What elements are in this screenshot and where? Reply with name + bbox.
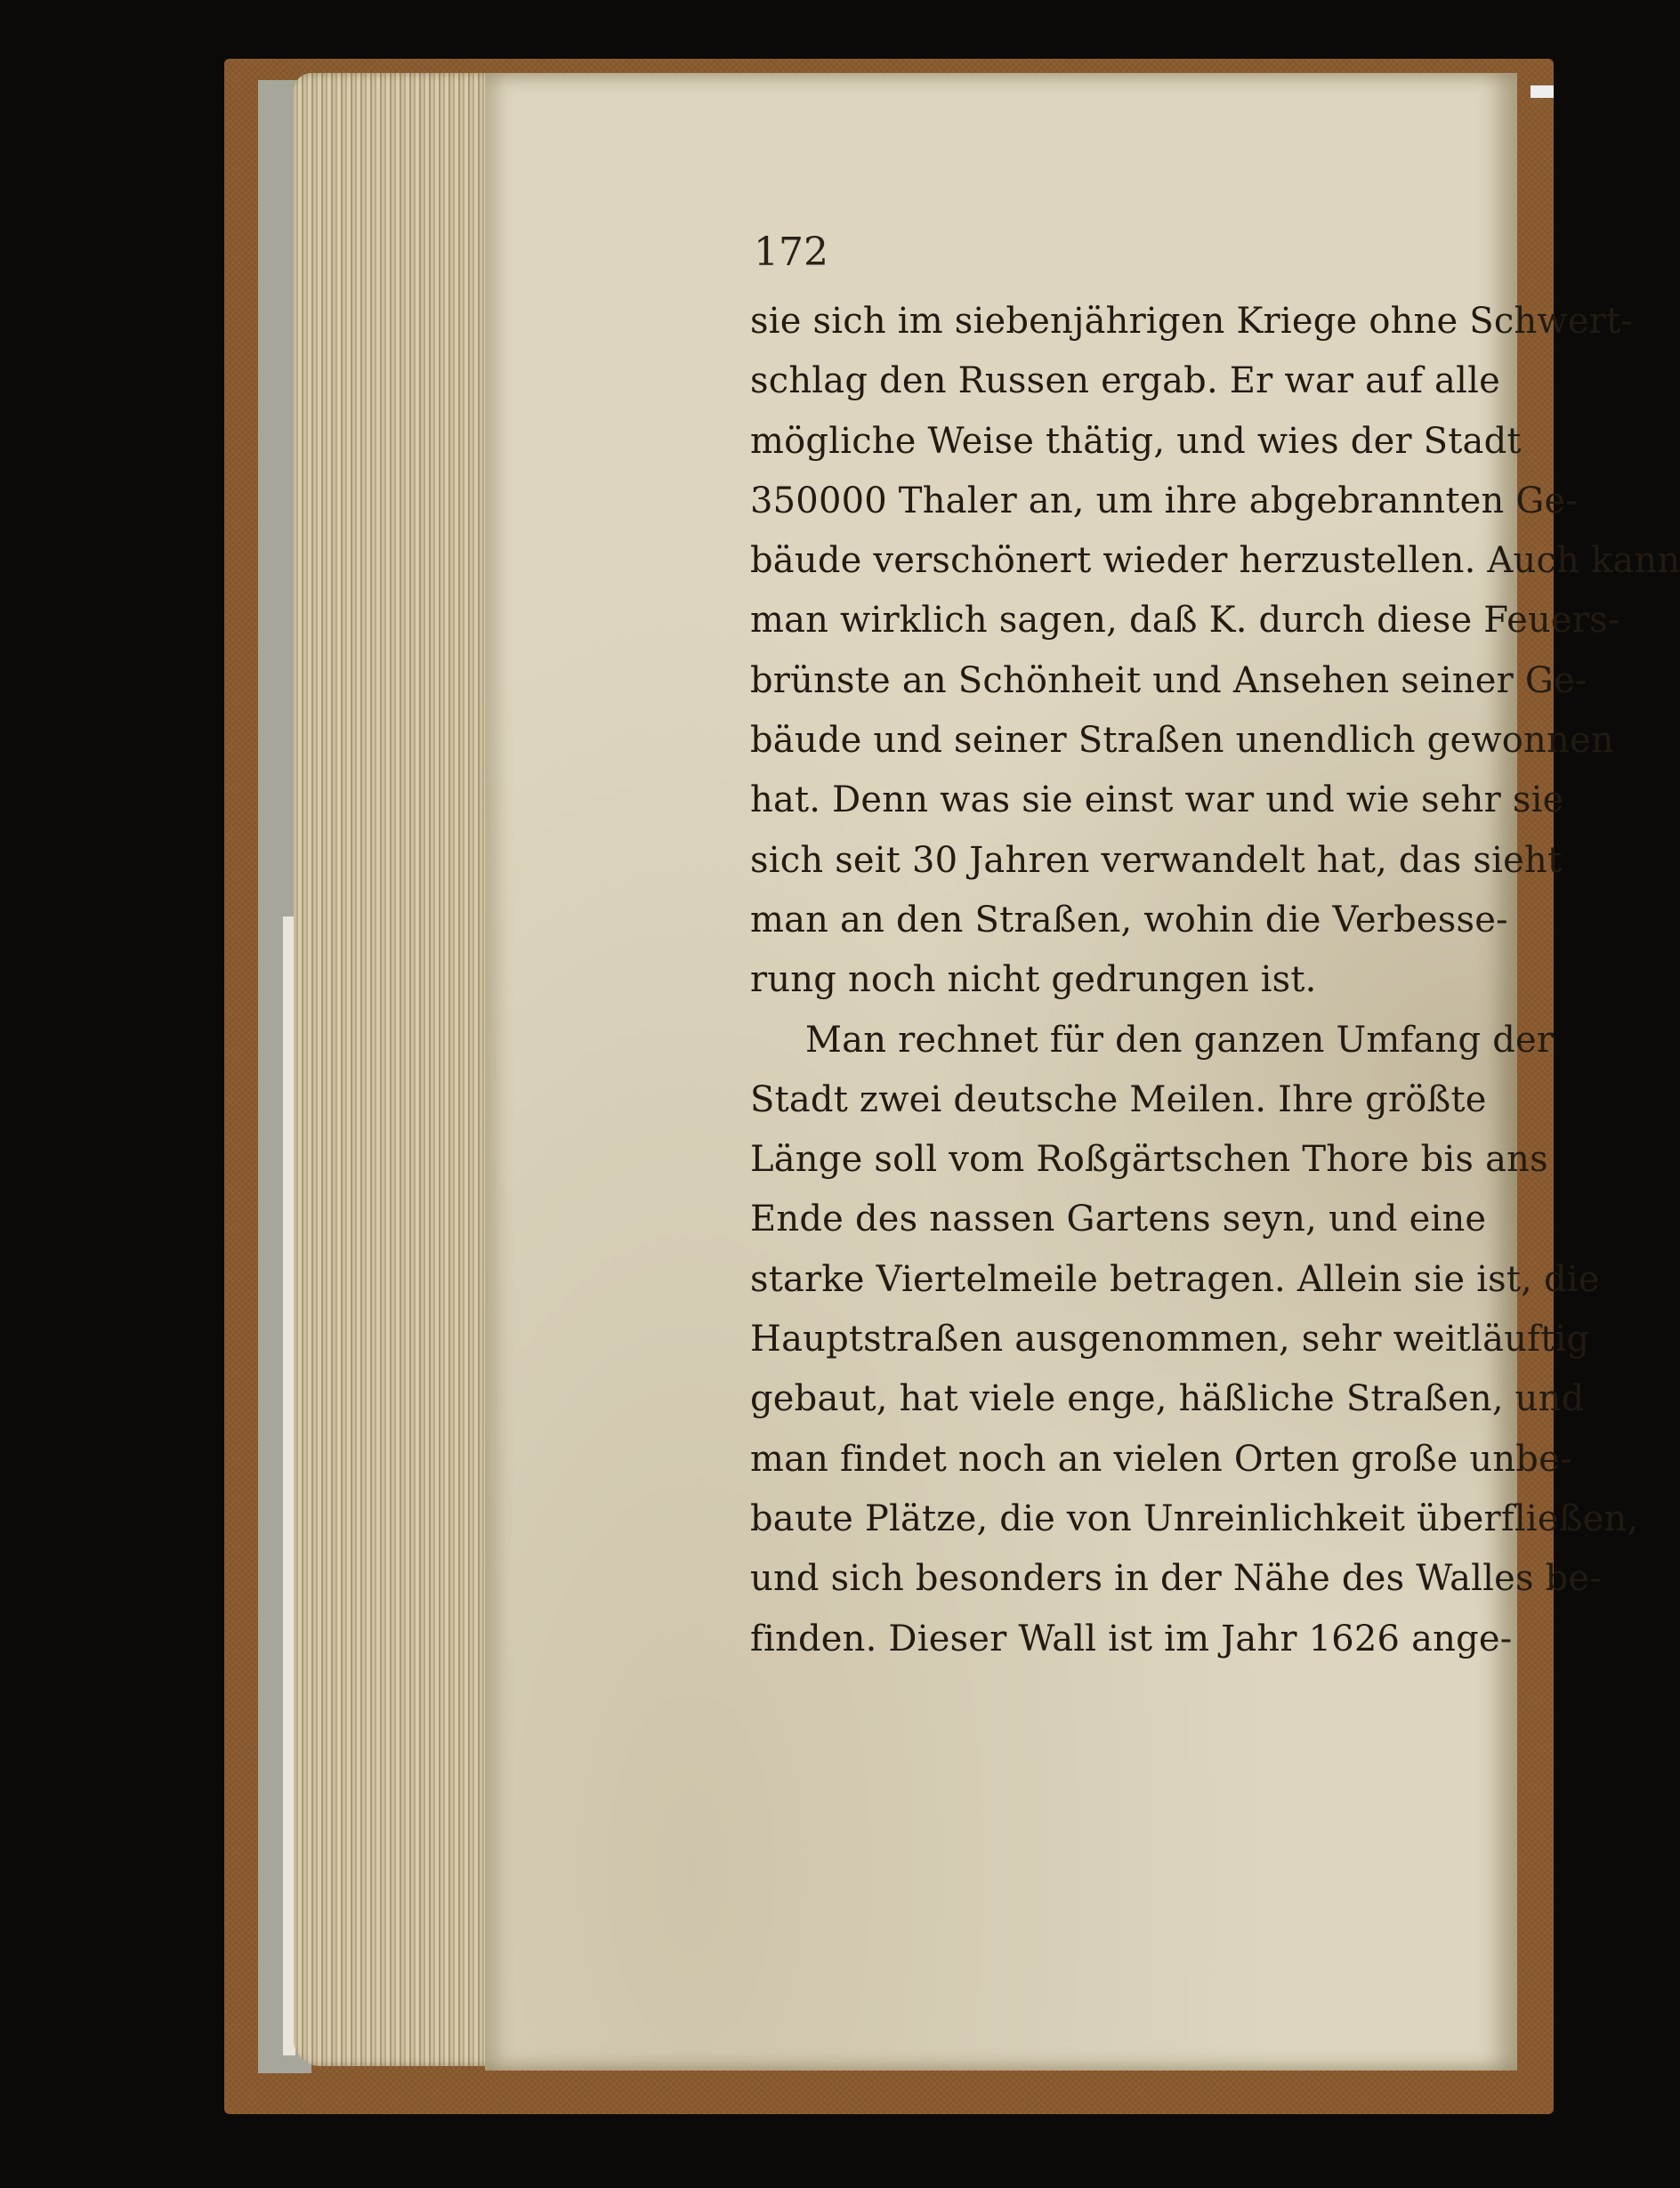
text-line: schlag den Russen ergab. Er war auf alle: [750, 360, 1500, 402]
text-line: bäude und seiner Straßen unendlich gewonnen: [750, 720, 1614, 762]
text-line: mögliche Weise thätig, und wies der Stadt: [750, 420, 1522, 462]
text-line: rung noch nicht gedrungen ist.: [750, 959, 1317, 1001]
text-line: hat. Denn was sie einst war und wie sehr sie: [750, 779, 1564, 821]
text-line: man findet noch an vielen Orten große unbe-: [750, 1438, 1572, 1480]
text-line: Ende des nassen Gartens seyn, und eine: [750, 1199, 1487, 1240]
page-number: 172: [754, 230, 828, 275]
text-line: Man rechnet für den ganzen Umfang der: [805, 1019, 1555, 1061]
text-line: sich seit 30 Jahren verwandelt hat, das sieht: [750, 839, 1563, 881]
text-line: und sich besonders in der Nähe des Walles be-: [750, 1558, 1603, 1600]
page-edges: [294, 73, 498, 2066]
text-line: Länge soll vom Roßgärtschen Thore bis ans: [750, 1139, 1548, 1181]
text-line: finden. Dieser Wall ist im Jahr 1626 ange-: [750, 1618, 1513, 1659]
text-line: Hauptstraßen ausgenommen, sehr weitläuftig: [750, 1319, 1590, 1360]
text-line: gebaut, hat viele enge, häßliche Straßen, und: [750, 1378, 1585, 1420]
text-line: bäude verschönert wieder herzustellen. Auch kann: [750, 540, 1680, 582]
corner-tag: [1531, 85, 1554, 98]
text-line: baute Plätze, die von Unreinlichkeit überfließen,: [750, 1498, 1639, 1539]
text-line: man wirklich sagen, daß K. durch diese Feuers-: [750, 600, 1620, 642]
text-line: 350000 Thaler an, um ihre abgebrannten Ge-: [750, 480, 1579, 521]
text-line: Stadt zwei deutsche Meilen. Ihre größte: [750, 1078, 1487, 1120]
text-line: man an den Straßen, wohin die Verbesse-: [750, 899, 1508, 941]
text-line: brünste an Schönheit und Ansehen seiner Ge-: [750, 659, 1587, 701]
text-line: starke Viertelmeile betragen. Allein sie ist, die: [750, 1258, 1600, 1300]
page-text: [750, 292, 1680, 1669]
text-line: sie sich im siebenjährigen Kriege ohne Schwert-: [750, 301, 1634, 342]
